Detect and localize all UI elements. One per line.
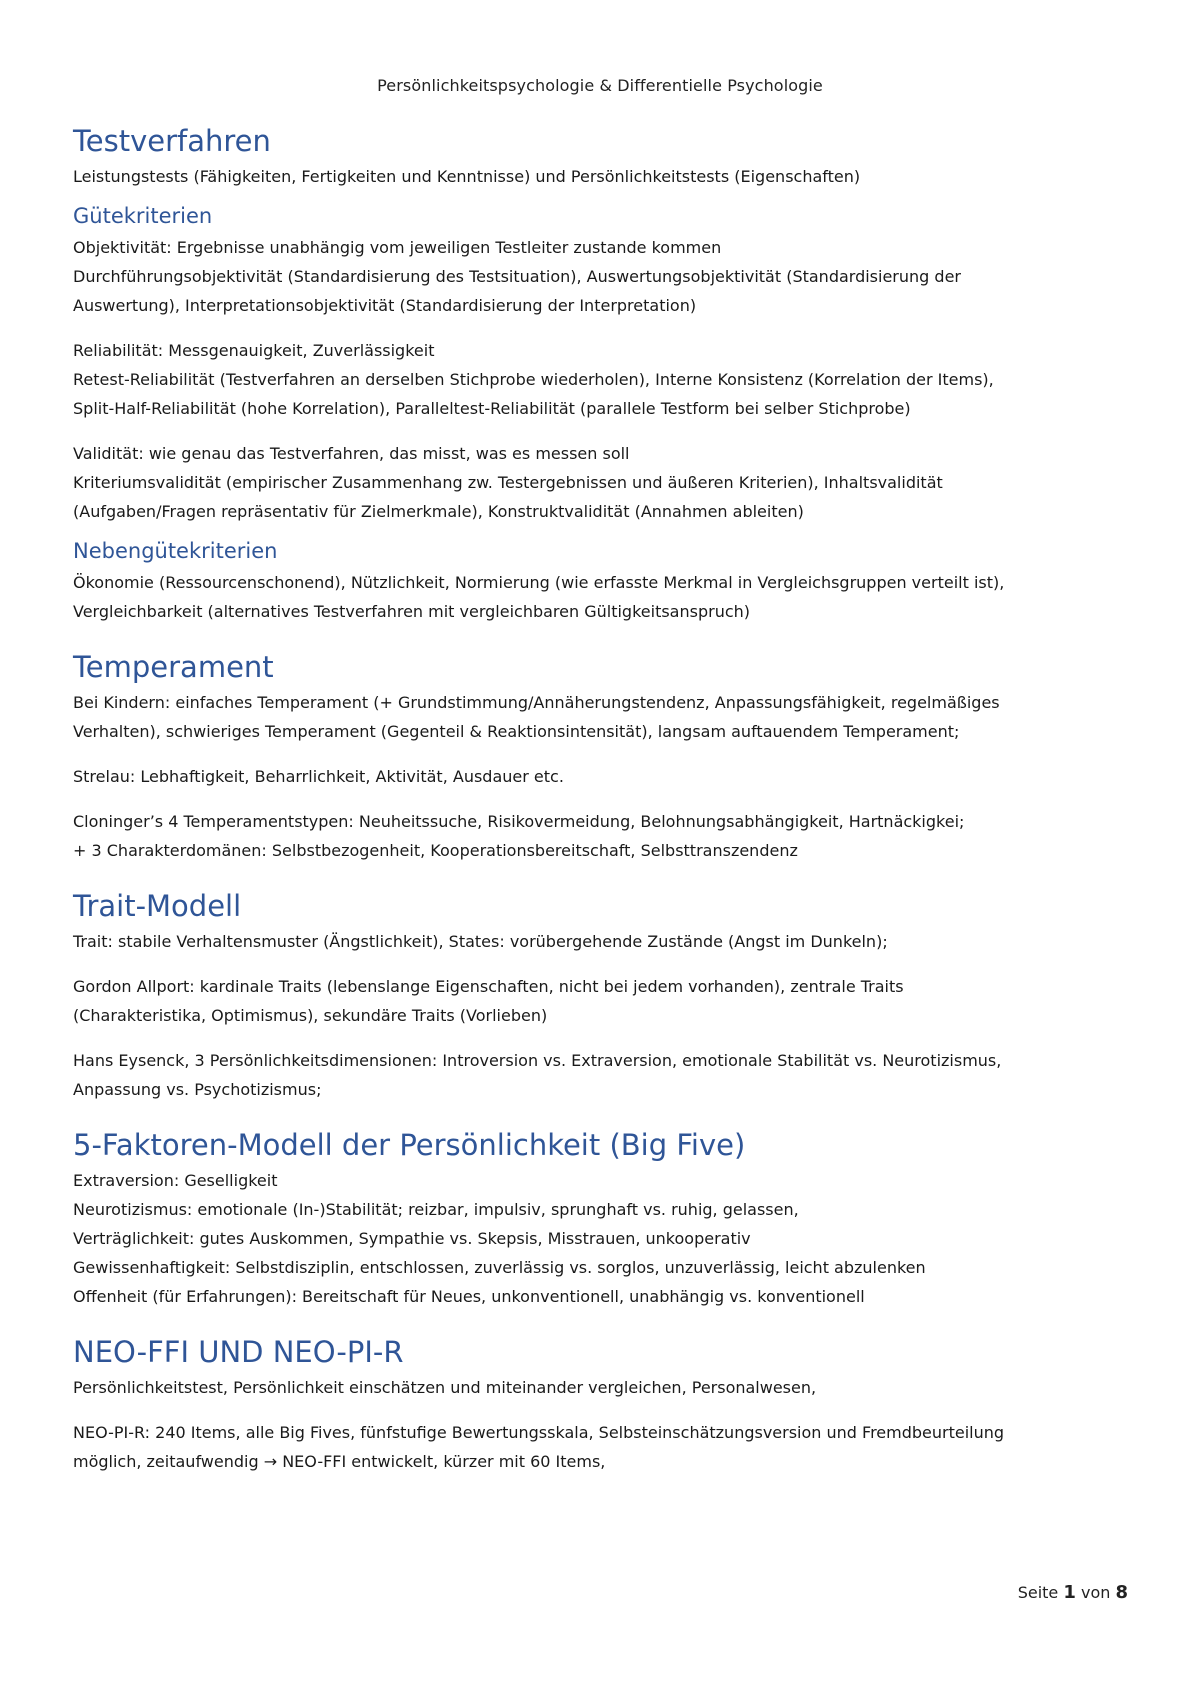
text-line: Auswertung), Interpretationsobjektivität (Standardisierung der Interpretation)	[73, 296, 697, 315]
footer-page-number: 1	[1063, 1582, 1076, 1603]
footer-middle: von	[1080, 1583, 1111, 1602]
text-line: + 3 Charakterdomänen: Selbstbezogenheit, Kooperationsbereitschaft, Selbsttranszendenz	[73, 841, 798, 860]
paragraph-trait-definition: Trait: stabile Verhaltensmuster (Ängstlichkeit), States: vorübergehende Zustände (Angst im Dunkeln);	[73, 932, 888, 951]
text-line: Kriteriumsvalidität (empirischer Zusammenhang zw. Testergebnissen und äußeren Kriterien), Inhaltsvalidität	[73, 473, 943, 492]
text-line: (Aufgaben/Fragen repräsentativ für Zielmerkmale), Konstruktvalidität (Annahmen ableiten)	[73, 502, 804, 521]
paragraph-allport	[73, 972, 1133, 1030]
testverfahren-intro: Leistungstests (Fähigkeiten, Fertigkeiten und Kenntnisse) und Persönlichkeitstests (Eigenschaften)	[73, 167, 861, 186]
page-content	[73, 120, 1133, 1476]
paragraph-eysenck	[73, 1046, 1133, 1104]
footer-page-total: 8	[1115, 1582, 1128, 1603]
text-line: Bei Kindern: einfaches Temperament (+ Grundstimmung/Annäherungstendenz, Anpassungsfähigkeit, regelmäßiges	[73, 693, 1000, 712]
paragraph-cloninger	[73, 807, 1133, 865]
heading-trait-modell: Trait-Modell	[73, 889, 242, 923]
paragraph-neo-intro: Persönlichkeitstest, Persönlichkeit einschätzen und miteinander vergleichen, Personalwesen,	[73, 1378, 817, 1397]
text-line: Verträglichkeit: gutes Auskommen, Sympathie vs. Skepsis, Misstrauen, unkooperativ	[73, 1229, 751, 1248]
text-line: (Charakteristika, Optimismus), sekundäre Traits (Vorlieben)	[73, 1006, 548, 1025]
text-line: Neurotizismus: emotionale (In-)Stabilität; reizbar, impulsiv, sprunghaft vs. ruhig, gelassen,	[73, 1200, 799, 1219]
paragraph-validitaet	[73, 439, 1133, 526]
heading-guetekriterien: Gütekriterien	[73, 204, 213, 228]
text-line: Ökonomie (Ressourcenschonend), Nützlichkeit, Normierung (wie erfasste Merkmal in Vergleichsgruppen verteilt ist),	[73, 573, 1005, 592]
paragraph-strelau: Strelau: Lebhaftigkeit, Beharrlichkeit, Aktivität, Ausdauer etc.	[73, 767, 564, 786]
paragraph-big-five	[73, 1166, 1133, 1311]
page-header: Persönlichkeitspsychologie & Differentielle Psychologie	[377, 76, 823, 95]
paragraph-temperament-kinder	[73, 688, 1133, 746]
heading-testverfahren: Testverfahren	[73, 124, 271, 158]
paragraph-neo-pi-r	[73, 1418, 1133, 1476]
text-line: möglich, zeitaufwendig → NEO-FFI entwickelt, kürzer mit 60 Items,	[73, 1452, 606, 1471]
page-footer	[1018, 1582, 1128, 1603]
text-line: Reliabilität: Messgenauigkeit, Zuverlässigkeit	[73, 341, 435, 360]
heading-big-five: 5-Faktoren-Modell der Persönlichkeit (Big Five)	[73, 1128, 746, 1162]
text-line: Cloninger’s 4 Temperamentstypen: Neuheitssuche, Risikovermeidung, Belohnungsabhängigkeit, Hartnäckigkei;	[73, 812, 965, 831]
text-line: Anpassung vs. Psychotizismus;	[73, 1080, 322, 1099]
text-line: Verhalten), schwieriges Temperament (Gegenteil & Reaktionsintensität), langsam auftauendem Temperament;	[73, 722, 960, 741]
text-line: Retest-Reliabilität (Testverfahren an derselben Stichprobe wiederholen), Interne Konsistenz (Korrelation der Items),	[73, 370, 994, 389]
text-line: Hans Eysenck, 3 Persönlichkeitsdimensionen: Introversion vs. Extraversion, emotionale Stabilität vs. Neurotizismus,	[73, 1051, 1002, 1070]
paragraph-reliabilitaet	[73, 336, 1133, 423]
text-line: Durchführungsobjektivität (Standardisierung des Testsituation), Auswertungsobjektivität (Standardisierung der	[73, 267, 961, 286]
text-line: Extraversion: Geselligkeit	[73, 1171, 278, 1190]
text-line: Objektivität: Ergebnisse unabhängig vom jeweiligen Testleiter zustande kommen	[73, 238, 722, 257]
heading-neo: NEO-FFI UND NEO-PI-R	[73, 1335, 404, 1369]
text-line: Gordon Allport: kardinale Traits (lebenslange Eigenschaften, nicht bei jedem vorhanden), zentrale Traits	[73, 977, 904, 996]
text-line: Gewissenhaftigkeit: Selbstdisziplin, entschlossen, zuverlässig vs. sorglos, unzuverlässig, leicht abzulenken	[73, 1258, 926, 1277]
paragraph-nebenguetekriterien	[73, 568, 1133, 626]
heading-nebenguetekriterien: Nebengütekriterien	[73, 539, 278, 563]
text-line: Validität: wie genau das Testverfahren, das misst, was es messen soll	[73, 444, 630, 463]
text-line: NEO-PI-R: 240 Items, alle Big Fives, fünfstufige Bewertungsskala, Selbsteinschätzungsversion und Fremdbeurteilung	[73, 1423, 1005, 1442]
text-line: Split-Half-Reliabilität (hohe Korrelation), Paralleltest-Reliabilität (parallele Testform bei selber Stichprobe)	[73, 399, 911, 418]
text-line: Offenheit (für Erfahrungen): Bereitschaft für Neues, unkonventionell, unabhängig vs. konventionell	[73, 1287, 865, 1306]
text-line: Vergleichbarkeit (alternatives Testverfahren mit vergleichbaren Gültigkeitsanspruch)	[73, 602, 751, 621]
footer-prefix: Seite	[1017, 1583, 1059, 1602]
heading-temperament: Temperament	[73, 650, 274, 684]
paragraph-objektivitaet	[73, 233, 1133, 320]
